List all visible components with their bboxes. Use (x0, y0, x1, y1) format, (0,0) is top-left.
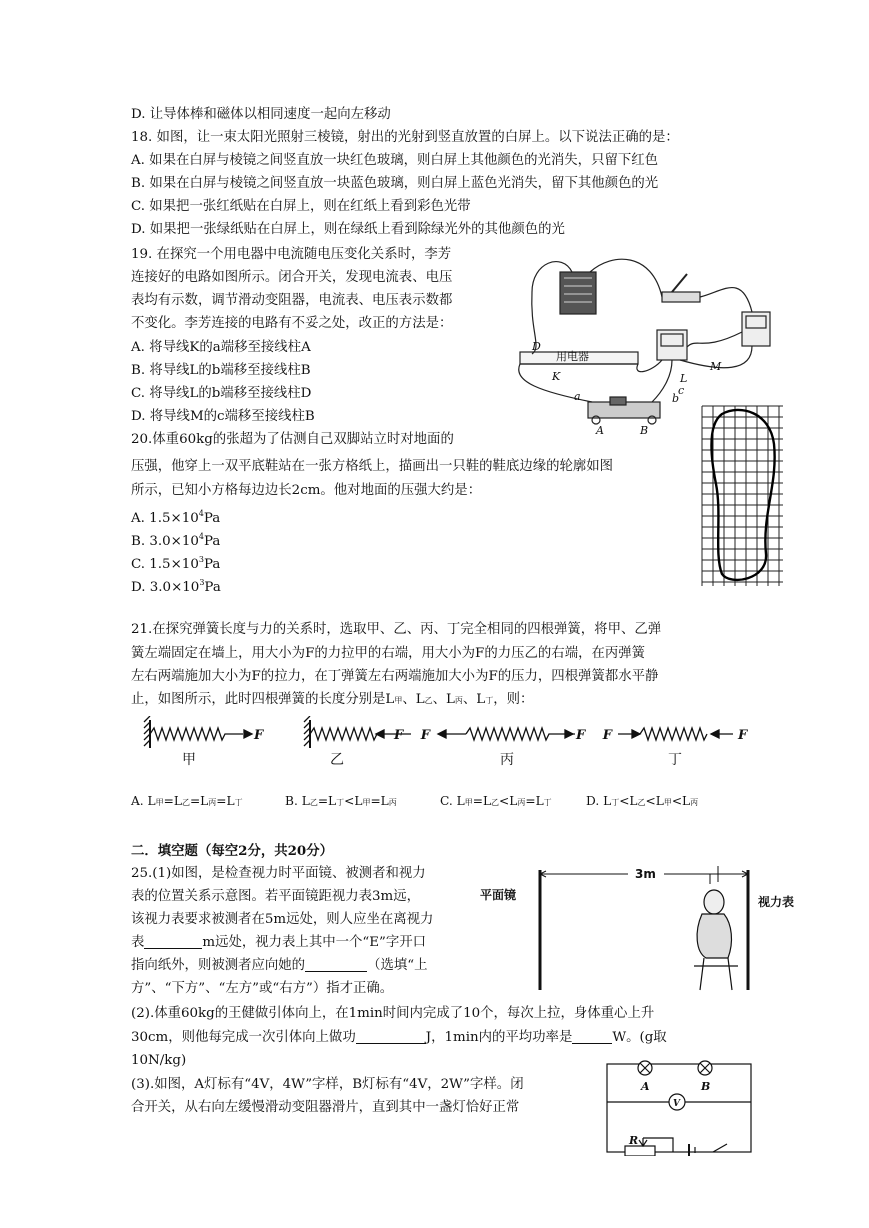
answer-blank-distance[interactable] (144, 934, 202, 949)
q21-option-a: A. L甲=L乙=L丙=L丁 (131, 794, 243, 808)
shoe-grid-figure (700, 404, 785, 588)
q18-option-a: A. 如果在白屏与棱镜之间竖直放一块红色玻璃，则白屏上其他颜色的光消失，只留下红色 (131, 153, 659, 168)
lamp-label-A: A (641, 1080, 650, 1093)
q25-2-line-3: 10N/kg) (131, 1053, 187, 1068)
force-label-jia: F (254, 728, 264, 743)
voltmeter-label: V (673, 1099, 680, 1109)
label-L: L (680, 372, 688, 385)
q25-1-line-3: 该视力表要求被测者在5m远处，则人应坐在离视力 (131, 912, 434, 927)
q25-1-line-2: 表的位置关系示意图。若平面镜距视力表3m远， (131, 889, 421, 904)
q21-option-d: D. L丁<L乙<L甲<L丙 (586, 794, 699, 808)
q20-stem-1: 20.体重60kg的张超为了估测自己双脚站立时对地面的 (131, 432, 454, 447)
q19-option-c: C. 将导线L的b端移至接线柱D (131, 386, 312, 401)
label-b: b (672, 392, 680, 405)
q21-option-b: B. L乙=L丁<L甲=L丙 (285, 794, 397, 808)
q17-option-d: D. 让导体棒和磁体以相同速度一起向左移动 (131, 107, 391, 122)
answer-blank-direction[interactable] (305, 957, 367, 972)
q18-stem: 18. 如图，让一束太阳光照射三棱镜，射出的光射到竖直放置的白屏上。以下说法正确的是： (131, 130, 679, 145)
label-D: D (532, 340, 541, 353)
q25-1-line-6: 方”、“下方”、“左方”或“右方”）指才正确。 (131, 981, 394, 996)
label-A: A (596, 424, 604, 437)
label-a: a (574, 390, 581, 403)
force-label-bing-left: F (420, 728, 430, 743)
rheostat-label: R (629, 1134, 639, 1147)
q25-2-line-1: (2).体重60kg的王健做引体向上，在1min时间内完成了10个，每次上拉，身体重心上升 (131, 1006, 655, 1021)
q19-option-a: A. 将导线K的a端移至接线柱A (131, 340, 311, 355)
q20-option-b: B. $3.0\times 10^4Pa$ (131, 532, 221, 549)
vision-test-figure (478, 862, 810, 992)
force-label-bing-right: F (576, 728, 586, 743)
distance-label: 3m (635, 867, 656, 881)
q19-stem-4: 不变化。李芳连接的电路有不妥之处，改正的方法是： (131, 316, 453, 331)
spring-name-yi: 乙 (330, 752, 344, 768)
answer-blank-power[interactable] (572, 1029, 612, 1044)
label-K: K (552, 370, 561, 383)
q25-2-line-2: 30cm，则他每完成一次引体向上做功 J，1min内的平均功率是 W。(g取 (131, 1030, 667, 1045)
q25-1-line-1: 25.(1)如图，是检查视力时平面镜、被测者和视力 (131, 866, 426, 881)
force-label-ding-left: F (602, 728, 612, 743)
q21-stem-3: 左右两端施加大小为F的拉力，在丁弹簧左右两端施加大小为F的压力，四根弹簧都水平静 (131, 669, 659, 684)
q19-option-d: D. 将导线M的c端移至接线柱B (131, 409, 315, 424)
q20-option-c: C. $1.5\times 10^3Pa$ (131, 555, 221, 572)
q18-option-c: C. 如果把一张红纸贴在白屏上，则在红纸上看到彩色光带 (131, 199, 471, 214)
answer-blank-work[interactable] (356, 1029, 426, 1044)
q21-option-c: C. L甲=L乙<L丙=L丁 (440, 794, 552, 808)
spring-name-bing: 丙 (500, 752, 514, 768)
q21-stem-2: 簧左端固定在墙上，用大小为F的力拉甲的右端，用大小为F的力压乙的右端，在丙弹簧 (131, 646, 646, 661)
lamp-label-B: B (701, 1080, 711, 1093)
q19-stem-2: 连接好的电路如图所示。闭合开关，发现电流表、电压 (131, 270, 453, 285)
q20-option-a: A. $1.5\times 10^4Pa$ (131, 509, 221, 526)
q19-stem-3: 表均有示数，调节滑动变阻器，电流表、电压表示数都 (131, 293, 453, 308)
q25-1-line-4: 表 m远处，视力表上其中一个“E”字开口 (131, 935, 427, 950)
q19-option-b: B. 将导线L的b端移至接线柱B (131, 363, 311, 378)
chart-label: 视力表 (758, 895, 795, 909)
device-label: 用电器 (556, 350, 589, 363)
circuit-figure-q25-3 (603, 1060, 755, 1156)
mirror-label: 平面镜 (480, 888, 517, 902)
section-2-heading: 二．填空题（每空2分，共20分） (131, 843, 334, 859)
force-label-ding-right: F (738, 728, 748, 743)
q25-3-line-1: (3).如图，A灯标有“4V，4W”字样，B灯标有“4V，2W”字样。闭 (131, 1077, 524, 1092)
force-label-yi: F (394, 728, 404, 743)
q18-option-d: D. 如果把一张绿纸贴在白屏上，则在绿纸上看到除绿光外的其他颜色的光 (131, 222, 565, 237)
spring-name-jia: 甲 (182, 752, 196, 768)
q21-stem-1: 21.在探究弹簧长度与力的关系时，选取甲、乙、丙、丁完全相同的四根弹簧，将甲、乙弹 (131, 622, 662, 637)
q25-3-line-2: 合开关，从右向左缓慢滑动变阻器滑片，直到其中一盏灯恰好正常 (131, 1100, 520, 1115)
q20-stem-2: 压强，他穿上一双平底鞋站在一张方格纸上，描画出一只鞋的鞋底边缘的轮廓如图 (131, 459, 614, 474)
label-c: c (678, 384, 685, 397)
springs-figure (140, 716, 760, 772)
q25-1-line-5: 指向纸外，则被测者应向她的 （选填“上 (131, 958, 428, 973)
q18-option-b: B. 如果在白屏与棱镜之间竖直放一块蓝色玻璃，则白屏上蓝色光消失，留下其他颜色的光 (131, 176, 659, 191)
spring-name-ding: 丁 (668, 752, 682, 768)
q20-stem-3: 所示，已知小方格每边边长2cm。他对地面的压强大约是： (131, 483, 482, 498)
q20-option-d: D. $3.0\times 10^3Pa$ (131, 578, 221, 595)
label-B: B (640, 424, 649, 437)
q19-stem-1: 19. 在探究一个用电器中电流随电压变化关系时，李芳 (131, 247, 452, 262)
label-M: M (710, 360, 722, 373)
q21-stem-4: 止，如图所示，此时四根弹簧的长度分别是L甲、L乙、L丙、L丁，则： (131, 692, 534, 707)
